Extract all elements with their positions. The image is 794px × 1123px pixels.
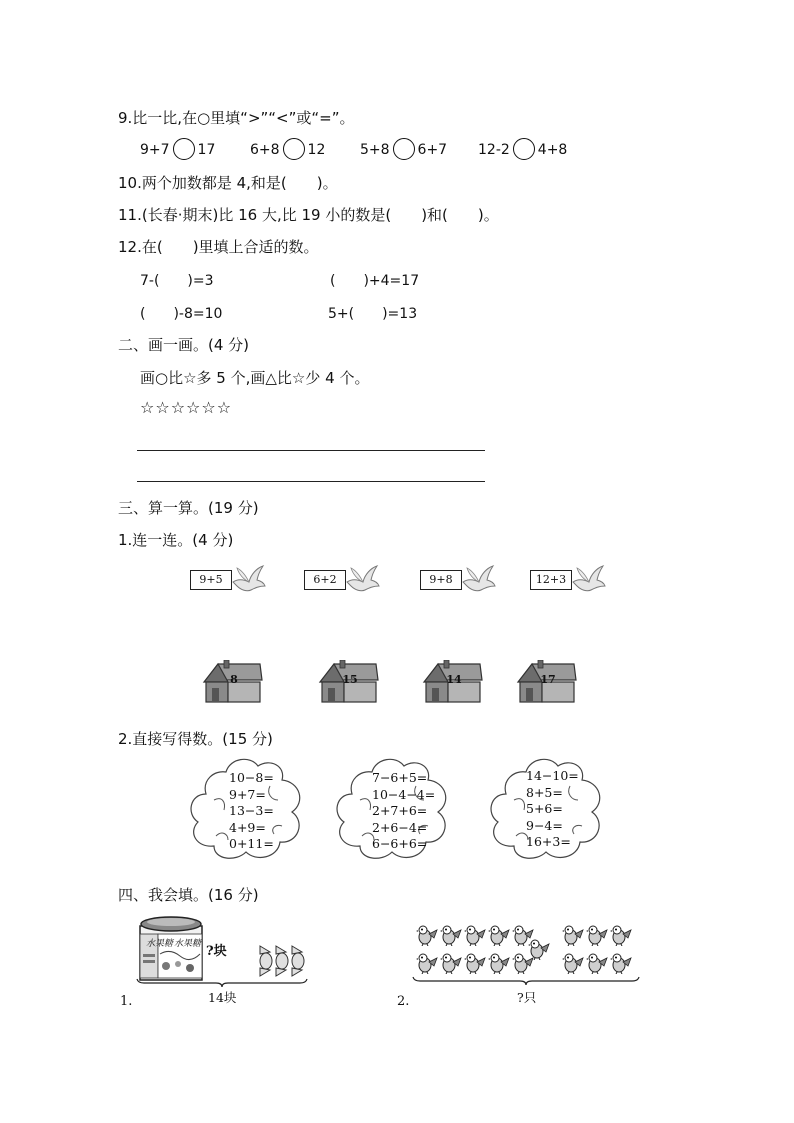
calc-item[interactable]: 8+5= <box>526 784 563 800</box>
dove-icon <box>461 564 497 594</box>
equation-card[interactable]: 6+2 <box>304 570 346 590</box>
bird-icon <box>610 952 632 974</box>
dove-icon <box>571 564 607 594</box>
brace-bracket <box>136 978 308 988</box>
bird-icon <box>528 938 550 960</box>
q11: 11.(长春·期末)比 16 大,比 19 小的数是( )和( )。 <box>118 206 499 224</box>
unknown-pieces-label: ?块 <box>206 944 227 959</box>
calc-item[interactable]: 7−6+5= <box>372 770 428 785</box>
calc-item[interactable]: 16+3= <box>526 834 571 849</box>
q1-label: 1.连一连。(4 分) <box>118 531 234 549</box>
q9-item-1: 9+7 17 <box>140 138 215 160</box>
answer-line-triangles[interactable] <box>137 481 485 482</box>
q9-prompt: 9.比一比,在○里填“>”“<”或“=”。 <box>118 109 355 127</box>
compare-circle[interactable] <box>283 138 305 160</box>
compare-circle[interactable] <box>393 138 415 160</box>
compare-circle[interactable] <box>513 138 535 160</box>
jar-label-1: 水果糖 <box>146 939 174 949</box>
calc-item[interactable]: 10−8= <box>229 770 274 785</box>
q10: 10.两个加数都是 4,和是( )。 <box>118 174 338 192</box>
equation-card[interactable]: 12+3 <box>530 570 572 590</box>
calc-group-1 <box>229 770 274 853</box>
q9-item-4: 12-2 4+8 <box>478 138 567 160</box>
bird-icon <box>416 952 438 974</box>
house-number: 15 <box>342 673 358 686</box>
q12-item-2: ( )+4=17 <box>330 273 420 289</box>
equation-card[interactable]: 9+8 <box>420 570 462 590</box>
q2-label: 2.直接写得数。(15 分) <box>118 730 273 748</box>
candy-icon <box>256 944 308 978</box>
house-number: 14 <box>446 673 462 686</box>
q12-item-4: 5+( )=13 <box>328 306 418 322</box>
calc-group-3 <box>526 768 579 851</box>
calc-item[interactable]: 2+7+6= <box>372 803 428 818</box>
star-row: ☆☆☆☆☆☆ <box>140 398 233 417</box>
dove-icon <box>231 564 267 594</box>
house-number: 8 <box>230 673 238 686</box>
calc-item[interactable]: 6−6+6= <box>372 836 428 851</box>
answer-line-circles[interactable] <box>137 450 485 451</box>
brace-bracket <box>412 976 640 986</box>
calc-item[interactable]: 13−3= <box>229 803 274 818</box>
bird-icon <box>464 952 486 974</box>
total-pieces-label: 14块 <box>208 990 237 1005</box>
house[interactable] <box>318 660 380 704</box>
q12-item-3: ( )-8=10 <box>140 306 223 322</box>
calc-item[interactable]: 2+6−4= <box>372 819 428 835</box>
bird-icon <box>586 924 608 946</box>
calc-group-2 <box>372 770 435 853</box>
q9-item-2: 6+8 12 <box>250 138 325 160</box>
bird-icon <box>586 952 608 974</box>
house[interactable] <box>202 660 264 704</box>
problem-1-number: 1. <box>120 994 133 1009</box>
compare-circle[interactable] <box>173 138 195 160</box>
problem-2-number: 2. <box>397 994 410 1009</box>
total-birds-label: ?只 <box>517 990 537 1005</box>
house[interactable] <box>422 660 484 704</box>
equation-card[interactable]: 9+5 <box>190 570 232 590</box>
bird-icon <box>440 924 462 946</box>
section4-heading: 四、我会填。(16 分) <box>118 886 259 904</box>
q12-prompt: 12.在( )里填上合适的数。 <box>118 238 319 256</box>
calc-item[interactable]: 14−10= <box>526 768 579 783</box>
q9-item-3: 5+8 6+7 <box>360 138 447 160</box>
bird-icon <box>464 924 486 946</box>
house[interactable] <box>516 660 578 704</box>
bird-icon <box>562 952 584 974</box>
q12-item-1: 7-( )=3 <box>140 273 214 289</box>
section3-heading: 三、算一算。(19 分) <box>118 499 259 517</box>
jar-label-2: 水果糖 <box>174 939 202 949</box>
calc-item[interactable]: 9−4= <box>526 817 563 833</box>
bird-icon <box>488 924 510 946</box>
section2-heading: 二、画一画。(4 分) <box>118 336 250 354</box>
bird-icon <box>562 924 584 946</box>
bird-icon <box>610 924 632 946</box>
dove-icon <box>345 564 381 594</box>
house-number: 17 <box>540 673 556 686</box>
calc-item[interactable]: 0+11= <box>229 836 274 851</box>
bird-icon <box>440 952 462 974</box>
calc-item[interactable]: 10−4−4= <box>372 786 436 802</box>
section2-instruction: 画○比☆多 5 个,画△比☆少 4 个。 <box>140 369 370 387</box>
calc-item[interactable]: 5+6= <box>526 801 563 816</box>
bird-icon <box>416 924 438 946</box>
calc-item[interactable]: 9+7= <box>229 786 266 802</box>
bird-icon <box>488 952 510 974</box>
calc-item[interactable]: 4+9= <box>229 819 266 835</box>
